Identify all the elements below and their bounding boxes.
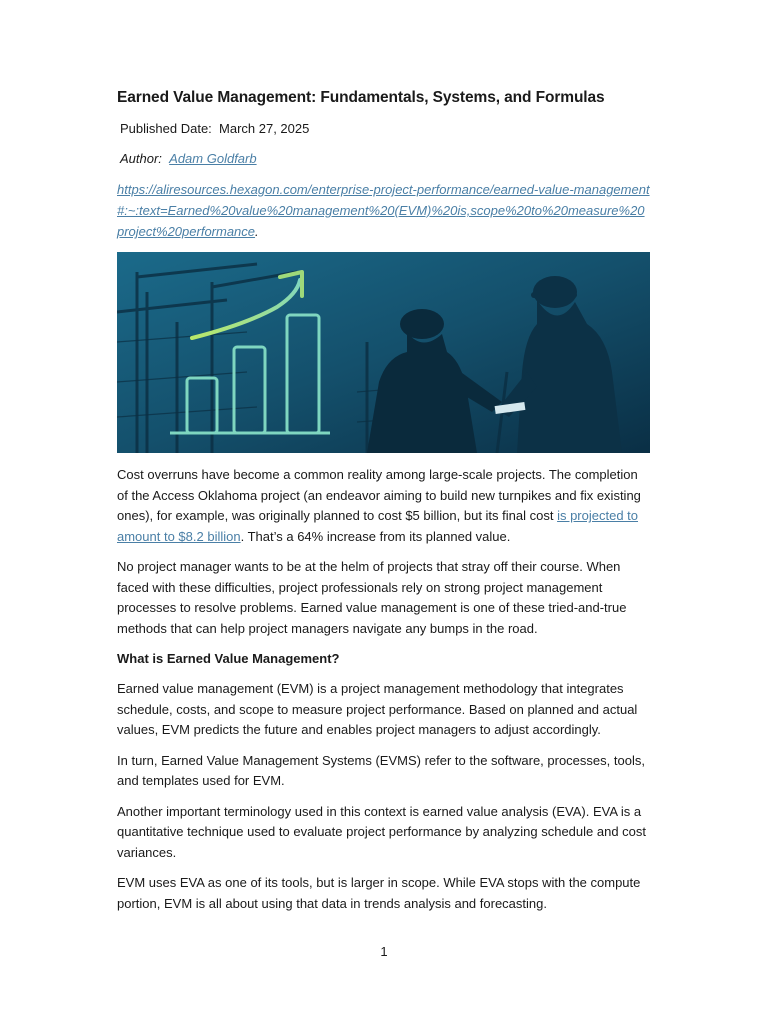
author-line bbox=[117, 150, 651, 168]
document-page bbox=[117, 88, 651, 914]
paragraph-5: Another important terminology used in this context is earned value analysis (EVA). EVA is a quantitative technique used to evaluate project performance by analyzing schedule and cost variances. bbox=[117, 803, 647, 860]
published-date: March 27, 2025 bbox=[219, 121, 310, 136]
paragraph-1-text-b: . That’s a 64% increase from its planned value. bbox=[240, 528, 511, 544]
source-url-suffix: . bbox=[255, 224, 259, 239]
paragraph-2: No project manager wants to be at the helm of projects that stray off their course. When faced with these difficulties, project professionals rely on strong project management processes to resolve problems. Earned value management is one of these tried-and-true methods that can help project managers navigate any bumps in the road. bbox=[117, 559, 627, 636]
paragraph-1-text-a: Cost overruns have become a common reality among large-scale projects. The completion of the Access Oklahoma project (an endeavor aiming to build new turnpikes and fix existing ones), for example, was originally planned to cost $5 billion, but its final cost bbox=[117, 467, 641, 523]
section-heading: What is Earned Value Management? bbox=[117, 651, 340, 666]
paragraph-6: EVM uses EVA as one of its tools, but is larger in scope. While EVA stops with the compute portion, EVM is all about using that data in trends analysis and forecasting. bbox=[117, 875, 641, 911]
article-title: Earned Value Management: Fundamentals, Systems, and Formulas bbox=[117, 89, 605, 106]
projected-cost-link[interactable]: is projected to amount to $8.2 billion bbox=[117, 508, 639, 544]
paragraph-1 bbox=[117, 465, 651, 547]
paragraph-4: In turn, Earned Value Management Systems (EVMS) refer to the software, processes, tools, and templates used for EVM. bbox=[117, 752, 645, 788]
source-url-link[interactable]: https://aliresources.hexagon.com/enterprise-project-performance/earned-value-management#:~:text=Earned%20value%20management%20(EVM)%20is,scope%20to%20measure%20project%20performance bbox=[117, 182, 650, 239]
published-line bbox=[117, 120, 651, 138]
author-label: Author: bbox=[120, 151, 162, 166]
paragraph-3: Earned value management (EVM) is a project management methodology that integrates schedule, costs, and scope to measure project performance. Based on planned and actual values, EVM predicts the future and enables project managers to adjust accordingly. bbox=[117, 681, 638, 737]
author-link[interactable]: Adam Goldfarb bbox=[169, 151, 257, 166]
source-url-line bbox=[117, 179, 651, 242]
published-label: Published Date: bbox=[120, 121, 212, 136]
page-number: 1 bbox=[380, 944, 388, 959]
hero-image bbox=[117, 252, 650, 453]
